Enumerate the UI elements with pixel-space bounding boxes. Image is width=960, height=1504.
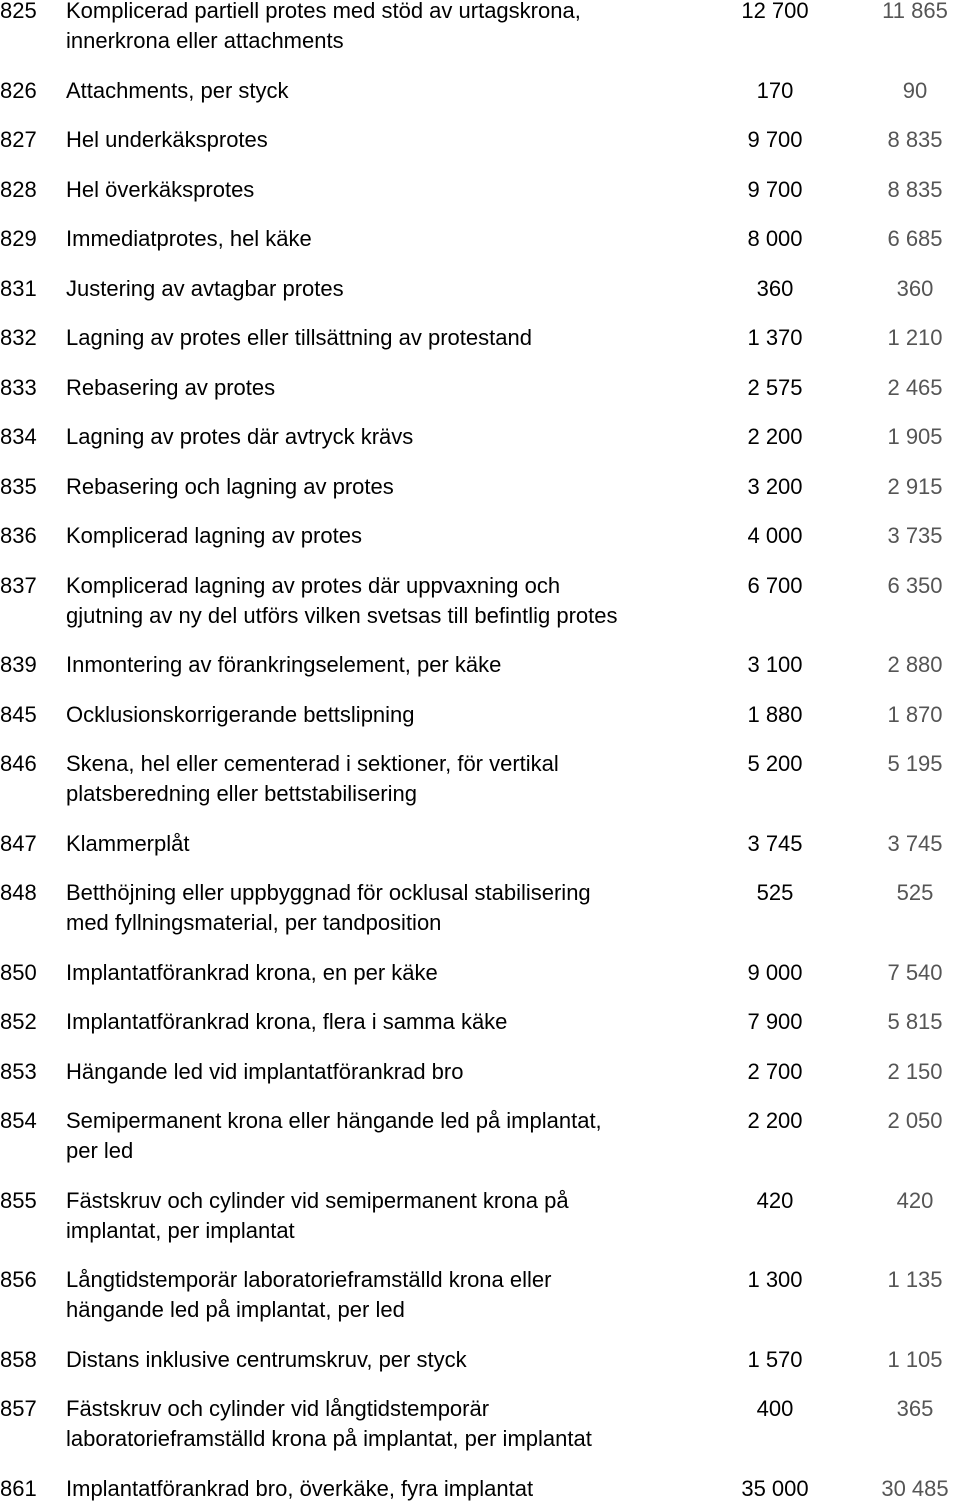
row-code: 825 — [0, 0, 37, 23]
row-code: 835 — [0, 473, 37, 499]
row-description — [66, 700, 726, 730]
row-price-2: 90 — [902, 77, 928, 103]
row-code: 829 — [0, 226, 37, 251]
row-price-2: 525 — [896, 880, 934, 905]
row-description-line: Komplicerad lagning av protes där uppvaxning och — [66, 572, 561, 598]
row-code: 850 — [0, 959, 37, 985]
row-description — [66, 1057, 726, 1087]
row-description — [66, 76, 726, 106]
row-description-line: Attachments, per styck — [66, 77, 289, 103]
row-price-1: 6 700 — [747, 572, 803, 598]
row-price-1: 1 300 — [747, 1267, 803, 1292]
row-description-line: Fästskruv och cylinder vid semipermanent krona på — [66, 1187, 569, 1213]
row-description-line: innerkrona eller attachments — [66, 28, 344, 53]
row-description-line: per led — [66, 1138, 134, 1163]
row-description-line: Ocklusionskorrigerande bettslipning — [66, 701, 415, 727]
row-code: 839 — [0, 652, 37, 677]
row-code: 861 — [0, 1475, 37, 1501]
row-description — [66, 0, 726, 56]
row-code: 854 — [0, 1108, 37, 1133]
row-code: 845 — [0, 701, 37, 727]
row-price-2: 6 685 — [887, 226, 943, 251]
row-price-2: 8 835 — [887, 176, 943, 202]
row-price-2: 1 905 — [887, 424, 943, 449]
row-description-line: laboratorieframställd krona på implantat, per implantat — [66, 1426, 592, 1451]
row-price-2: 30 485 — [881, 1475, 949, 1501]
row-description-line: platsberedning eller bettstabilisering — [66, 781, 417, 806]
row-price-1: 525 — [756, 880, 794, 905]
row-price-2: 1 870 — [887, 701, 943, 727]
row-code: 831 — [0, 275, 37, 301]
row-price-2: 11 865 — [882, 0, 948, 23]
row-description-line: Justering av avtagbar protes — [66, 275, 344, 301]
row-price-2: 2 915 — [887, 473, 943, 499]
row-code: 853 — [0, 1058, 37, 1084]
row-price-1: 2 700 — [747, 1058, 803, 1084]
row-price-1: 420 — [756, 1187, 794, 1213]
row-code: 832 — [0, 325, 37, 350]
row-description — [66, 958, 726, 988]
row-description — [66, 1474, 726, 1504]
row-code: 846 — [0, 751, 37, 776]
row-code: 828 — [0, 176, 37, 202]
row-description — [66, 829, 726, 859]
row-code: 852 — [0, 1009, 37, 1034]
row-description-line: Distans inklusive centrumskruv, per styck — [66, 1346, 467, 1372]
row-description-line: Betthöjning eller uppbyggnad för ocklusal stabilisering — [66, 880, 591, 905]
row-description — [66, 571, 726, 631]
row-description — [66, 472, 726, 502]
row-code: 858 — [0, 1346, 37, 1372]
row-description — [66, 1007, 726, 1037]
row-price-2: 8 835 — [887, 127, 943, 152]
row-description-line: Hel överkäksprotes — [66, 176, 255, 202]
row-description-line: gjutning av ny del utförs vilken svetsas till befintlig protes — [66, 602, 618, 628]
row-description-line: Långtidstemporär laboratorieframställd krona eller — [66, 1267, 552, 1292]
row-code: 848 — [0, 880, 37, 905]
row-price-1: 1 570 — [747, 1346, 803, 1372]
row-price-1: 5 200 — [747, 751, 803, 776]
row-description — [66, 323, 726, 353]
row-price-2: 360 — [896, 275, 934, 301]
row-price-2: 1 135 — [887, 1267, 943, 1292]
row-price-1: 3 100 — [747, 652, 803, 677]
row-description-line: med fyllningsmaterial, per tandposition — [66, 910, 442, 935]
row-description-line: Lagning av protes där avtryck krävs — [66, 424, 414, 449]
row-description-line: Implantatförankrad krona, flera i samma käke — [66, 1009, 508, 1034]
row-price-1: 3 200 — [747, 473, 803, 499]
row-price-1: 2 200 — [747, 424, 803, 449]
row-price-1: 8 000 — [747, 226, 803, 251]
row-description — [66, 373, 726, 403]
row-price-1: 9 000 — [747, 959, 803, 985]
row-price-1: 9 700 — [747, 176, 803, 202]
row-price-2: 1 105 — [887, 1346, 943, 1372]
row-price-2: 5 195 — [887, 751, 943, 776]
row-description-line: Lagning av protes eller tillsättning av protestand — [66, 325, 532, 350]
row-code: 847 — [0, 830, 37, 856]
row-price-1: 3 745 — [747, 830, 803, 856]
row-price-2: 2 150 — [887, 1058, 943, 1084]
row-price-1: 1 370 — [747, 325, 803, 350]
row-price-2: 420 — [896, 1187, 934, 1213]
row-price-2: 2 465 — [887, 374, 943, 400]
row-description — [66, 878, 726, 938]
row-price-1: 2 200 — [747, 1108, 803, 1133]
row-description — [66, 125, 726, 155]
row-description-line: Semipermanent krona eller hängande led på implantat, — [66, 1108, 602, 1133]
row-code: 827 — [0, 127, 37, 152]
row-description-line: Hel underkäksprotes — [66, 127, 268, 152]
row-price-2: 7 540 — [887, 959, 943, 985]
row-description-line: Fästskruv och cylinder vid långtidstemporär — [66, 1396, 490, 1421]
row-description — [66, 521, 726, 551]
row-description-line: Implantatförankrad bro, överkäke, fyra implantat — [66, 1475, 534, 1501]
row-price-2: 2 880 — [887, 652, 943, 677]
row-price-1: 7 900 — [747, 1009, 803, 1034]
row-price-2: 2 050 — [887, 1108, 943, 1133]
row-price-1: 2 575 — [747, 374, 803, 400]
row-description-line: Hängande led vid implantatförankrad bro — [66, 1058, 464, 1084]
row-price-1: 4 000 — [747, 523, 803, 548]
row-description — [66, 749, 726, 809]
row-description-line: Implantatförankrad krona, en per käke — [66, 959, 438, 985]
row-description-line: hängande led på implantat, per led — [66, 1297, 405, 1322]
row-description-line: Rebasering och lagning av protes — [66, 473, 394, 499]
row-description-line: Komplicerad partiell protes med stöd av urtagskrona, — [66, 0, 581, 23]
row-description — [66, 1106, 726, 1166]
row-description-line: Komplicerad lagning av protes — [66, 523, 362, 548]
row-price-1: 9 700 — [747, 127, 803, 152]
row-price-1: 1 880 — [747, 701, 803, 727]
row-description — [66, 1265, 726, 1325]
row-code: 833 — [0, 374, 37, 400]
row-price-1: 400 — [756, 1396, 794, 1421]
row-price-2: 365 — [896, 1396, 934, 1421]
row-price-2: 1 210 — [887, 325, 943, 350]
row-description — [66, 274, 726, 304]
row-description — [66, 1186, 726, 1246]
row-price-2: 5 815 — [887, 1009, 943, 1034]
row-code: 826 — [0, 77, 37, 103]
row-price-1: 35 000 — [741, 1475, 809, 1501]
row-price-2: 3 745 — [887, 830, 943, 856]
row-price-1: 12 700 — [741, 0, 809, 23]
row-description — [66, 1345, 726, 1375]
row-description — [66, 175, 726, 205]
row-price-1: 170 — [756, 77, 794, 103]
row-code: 834 — [0, 424, 37, 449]
row-description-line: Immediatprotes, hel käke — [66, 226, 312, 251]
row-code: 857 — [0, 1396, 37, 1421]
row-code: 856 — [0, 1267, 37, 1292]
row-price-2: 6 350 — [887, 572, 943, 598]
row-description — [66, 650, 726, 680]
row-code: 837 — [0, 572, 37, 598]
row-price-2: 3 735 — [887, 523, 943, 548]
row-description — [66, 1394, 726, 1454]
row-description-line: Skena, hel eller cementerad i sektioner, för vertikal — [66, 751, 559, 776]
row-code: 855 — [0, 1187, 37, 1213]
row-description-line: Klammerplåt — [66, 830, 190, 856]
row-description — [66, 224, 726, 254]
row-description-line: implantat, per implantat — [66, 1217, 295, 1243]
row-description-line: Rebasering av protes — [66, 374, 276, 400]
row-description-line: Inmontering av förankringselement, per käke — [66, 652, 502, 677]
row-code: 836 — [0, 523, 37, 548]
row-description — [66, 422, 726, 452]
row-price-1: 360 — [756, 275, 794, 301]
